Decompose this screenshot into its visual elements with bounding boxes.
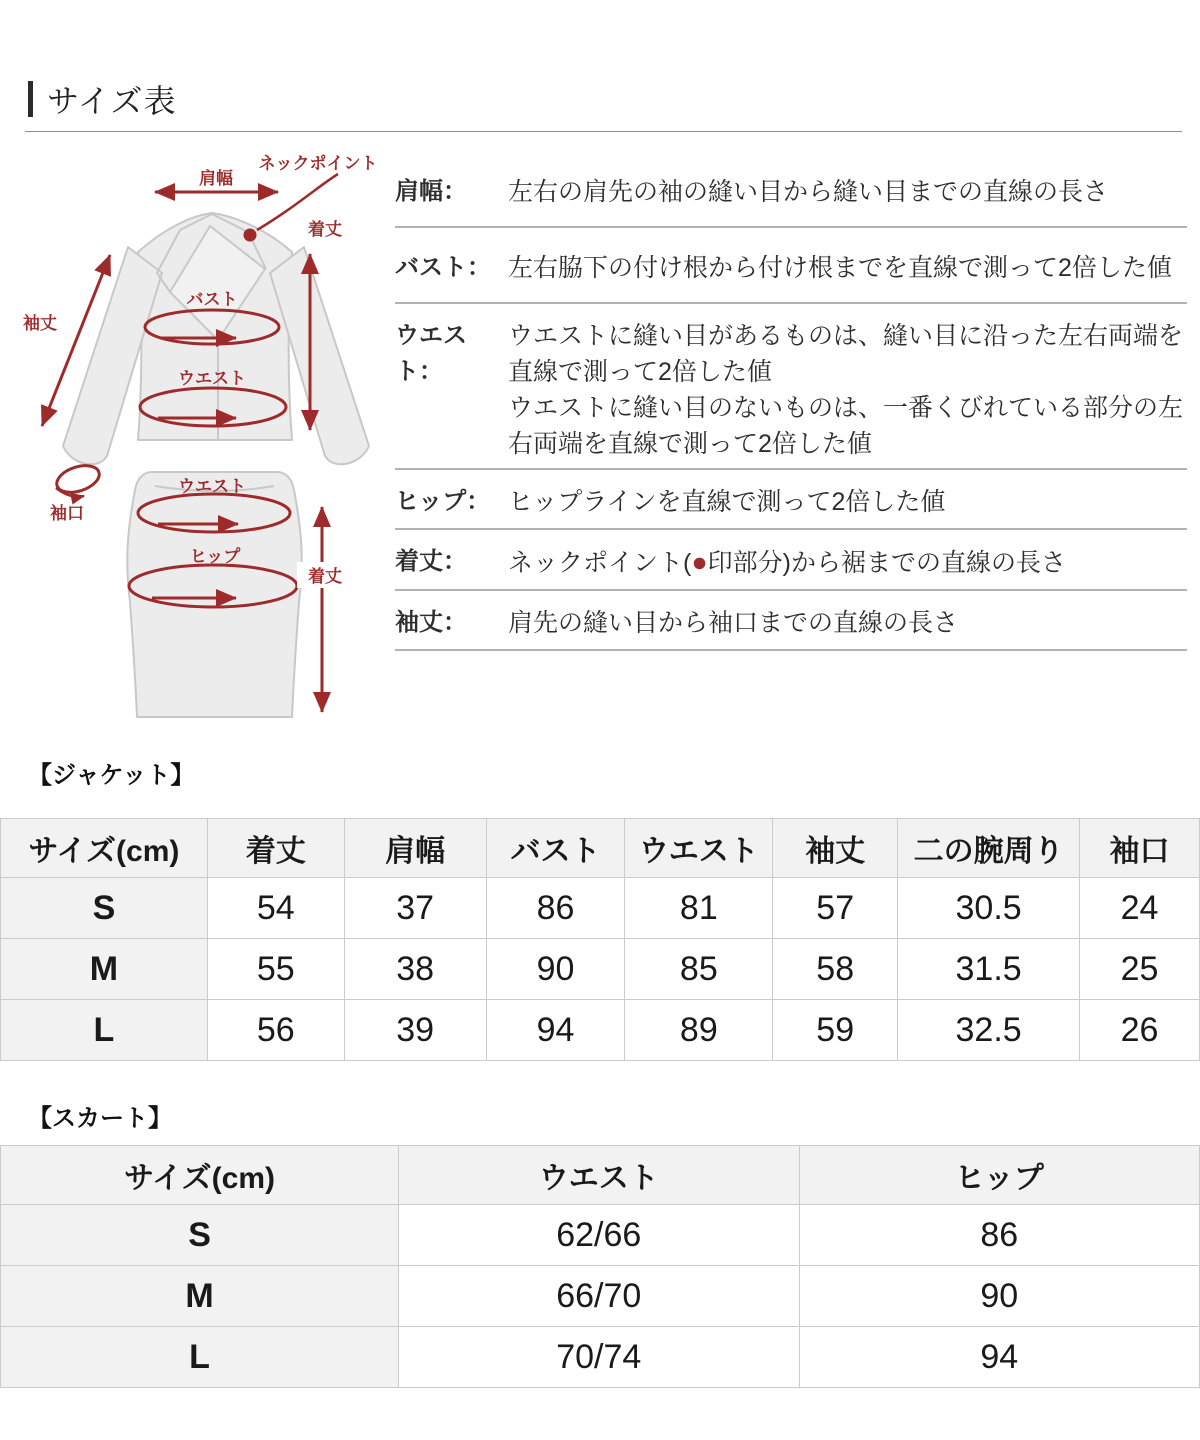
- cell-value: 85: [625, 939, 773, 1000]
- definition-text-line: ウエストに縫い目があるものは、縫い目に沿った左右両端を直線で測って2倍した値: [508, 322, 1184, 386]
- table-header-row: [1, 819, 1200, 878]
- cell-value: 58: [773, 939, 898, 1000]
- definition-row-hip: [395, 470, 1187, 530]
- size-label: M: [1, 1266, 399, 1327]
- definition-text: 肩先の縫い目から袖口までの直線の長さ: [508, 609, 959, 637]
- cell-value: 94: [486, 1000, 625, 1061]
- definition-row-sleeve: [395, 591, 1187, 651]
- cell-value: 66/70: [399, 1266, 799, 1327]
- table-header-row: [1, 1146, 1200, 1205]
- size-label: S: [1, 1205, 399, 1266]
- size-label: L: [1, 1000, 208, 1061]
- page-header: [0, 0, 1200, 118]
- cell-value: 89: [625, 1000, 773, 1061]
- table-row-s: [1, 1205, 1200, 1266]
- definition-text: 左右の肩先の袖の縫い目から縫い目までの直線の長さ: [508, 178, 1109, 206]
- col-header-length: 着丈: [207, 819, 344, 878]
- definition-row-waist: [395, 304, 1187, 470]
- jacket-section-title: 【ジャケット】: [28, 762, 195, 789]
- cell-value: 57: [773, 878, 898, 939]
- cell-value: 90: [486, 939, 625, 1000]
- col-header-bust: バスト: [486, 819, 625, 878]
- size-label: S: [1, 878, 208, 939]
- table-row-m: [1, 939, 1200, 1000]
- cell-value: 56: [207, 1000, 344, 1061]
- label-sleeve-length: 袖丈: [23, 314, 57, 333]
- cell-value: 38: [344, 939, 486, 1000]
- cell-value: 55: [207, 939, 344, 1000]
- col-header-cuff: 袖口: [1080, 819, 1200, 878]
- cell-value: 62/66: [399, 1205, 799, 1266]
- skirt-size-table: [0, 1145, 1200, 1388]
- neck-point-dot: [244, 229, 257, 242]
- label-jacket-length: 着丈: [308, 220, 342, 239]
- label-shoulder-width: 肩幅: [199, 169, 233, 188]
- definition-term: ウエスト：: [395, 322, 467, 385]
- col-header-upper-arm: 二の腕周り: [898, 819, 1080, 878]
- col-header-hip: ヒップ: [799, 1146, 1199, 1205]
- size-measurement-diagram: [0, 132, 400, 752]
- size-label: L: [1, 1327, 399, 1388]
- col-header-shoulder: 肩幅: [344, 819, 486, 878]
- definition-text: 左右脇下の付け根から付け根までを直線で測って2倍した値: [508, 254, 1172, 282]
- cell-value: 90: [799, 1266, 1199, 1327]
- definition-term: 袖丈：: [395, 609, 467, 636]
- cell-value: 81: [625, 878, 773, 939]
- label-skirt-length: 着丈: [308, 567, 342, 586]
- label-bust: バスト: [186, 290, 238, 309]
- cell-value: 70/74: [399, 1327, 799, 1388]
- measurement-definitions: [395, 152, 1187, 651]
- col-header-waist: ウエスト: [625, 819, 773, 878]
- measurement-guide-section: [0, 132, 1200, 760]
- label-cuff: 袖口: [50, 504, 84, 523]
- cell-value: 30.5: [898, 878, 1080, 939]
- neck-point-dot-glyph: ●: [691, 547, 708, 577]
- col-header-sleeve: 袖丈: [773, 819, 898, 878]
- cell-value: 86: [799, 1205, 1199, 1266]
- cell-value: 54: [207, 878, 344, 939]
- definition-row-length: [395, 530, 1187, 591]
- skirt: [127, 472, 301, 717]
- cell-value: 31.5: [898, 939, 1080, 1000]
- definition-term: ヒップ：: [395, 488, 491, 515]
- cell-value: 39: [344, 1000, 486, 1061]
- definition-row-bust: [395, 228, 1187, 304]
- cell-value: 37: [344, 878, 486, 939]
- table-row-m: [1, 1266, 1200, 1327]
- label-jacket-waist: ウエスト: [178, 369, 246, 388]
- skirt-section-title: 【スカート】: [28, 1105, 172, 1132]
- definition-row-shoulder: [395, 152, 1187, 228]
- cell-value: 86: [486, 878, 625, 939]
- label-hip: ヒップ: [189, 547, 241, 566]
- definition-term: 肩幅：: [395, 178, 467, 205]
- definition-term: バスト：: [395, 254, 491, 281]
- cell-value: 25: [1080, 939, 1200, 1000]
- cell-value: 32.5: [898, 1000, 1080, 1061]
- definition-term: 着丈：: [395, 548, 467, 575]
- cell-value: 24: [1080, 878, 1200, 939]
- definition-text: [508, 318, 1185, 462]
- label-neck-point: ネックポイント: [258, 154, 378, 173]
- size-label: M: [1, 939, 208, 1000]
- col-header-waist: ウエスト: [399, 1146, 799, 1205]
- page-title: サイズ表: [47, 83, 177, 119]
- col-header-size: サイズ(cm): [1, 819, 208, 878]
- definition-text: ヒップラインを直線で測って2倍した値: [508, 488, 946, 516]
- definition-text: ネックポイント(●印部分)から裾までの直線の長さ: [508, 547, 1066, 577]
- table-row-l: [1, 1327, 1200, 1388]
- jacket-size-table: [0, 818, 1200, 1061]
- table-row-s: [1, 878, 1200, 939]
- cell-value: 59: [773, 1000, 898, 1061]
- definition-text-line: ウエストに縫い目のないものは、一番くびれている部分の左右両端を直線で測って2倍した値: [508, 394, 1184, 458]
- cell-value: 26: [1080, 1000, 1200, 1061]
- cell-value: 94: [799, 1327, 1199, 1388]
- table-row-l: [1, 1000, 1200, 1061]
- title-accent-bar: [28, 81, 33, 117]
- label-skirt-waist: ウエスト: [178, 477, 246, 496]
- col-header-size: サイズ(cm): [1, 1146, 399, 1205]
